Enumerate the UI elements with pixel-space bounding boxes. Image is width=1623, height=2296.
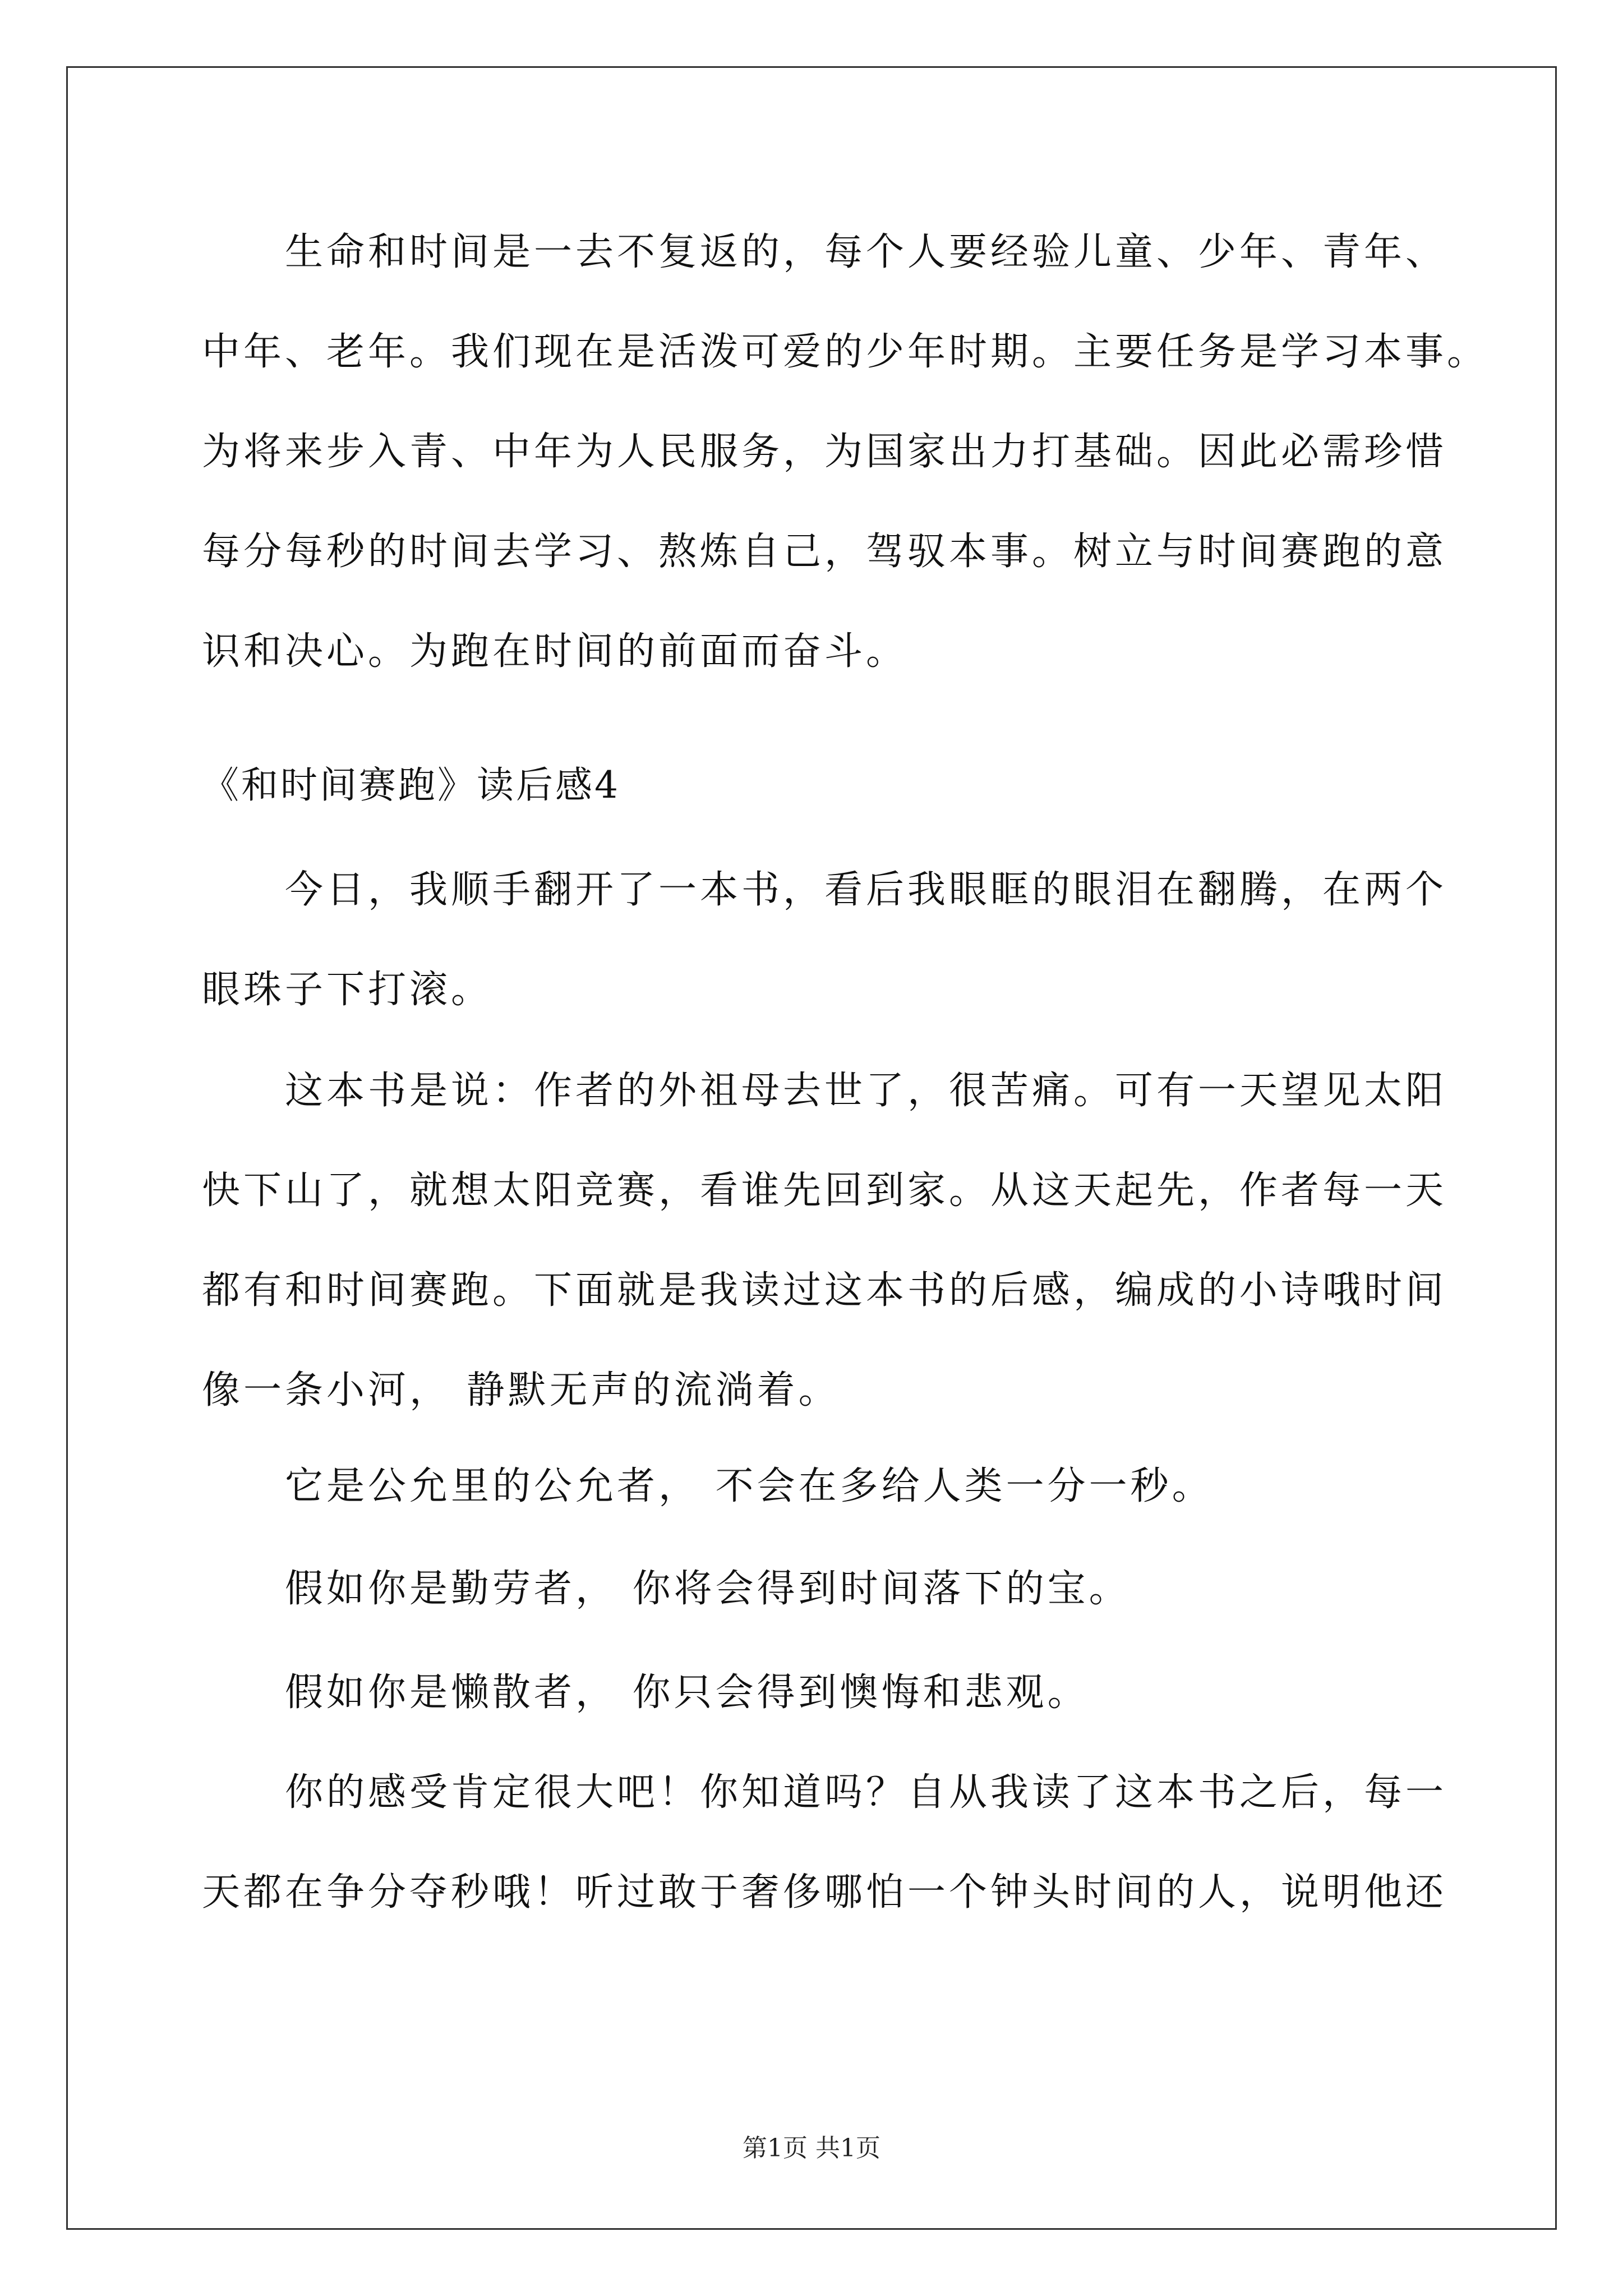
text-line: 今日，我顺手翻开了一本书，看后我眼眶的眼泪在翻腾，在两个 xyxy=(285,868,1447,912)
text-line: 假如你是懒散者， 你只会得到懊悔和悲观。 xyxy=(285,1671,1089,1715)
text-line: 都有和时间赛跑。下面就是我读过这本书的后感，编成的小诗哦时间 xyxy=(202,1268,1447,1313)
text-line: 假如你是勤劳者， 你将会得到时间落下的宝。 xyxy=(285,1567,1131,1611)
text-line: 天都在争分夺秒哦！听过敢于奢侈哪怕一个钟头时间的人，说明他还 xyxy=(202,1870,1447,1915)
text-line: 识和决心。为跑在时间的前面而奋斗。 xyxy=(202,629,908,674)
text-line: 像一条小河， 静默无声的流淌着。 xyxy=(202,1368,840,1412)
text-line: 中年、老年。我们现在是活泼可爱的少年时期。主要任务是学习本事。 xyxy=(202,330,1489,374)
section-heading: 《和时间赛跑》读后感4 xyxy=(202,763,620,807)
text-line: 快下山了，就想太阳竞赛，看谁先回到家。从这天起先，作者每一天 xyxy=(202,1168,1447,1213)
page-footer: 第1页 共1页 xyxy=(743,2134,880,2162)
text-line: 眼珠子下打滚。 xyxy=(202,968,493,1012)
text-line: 为将来步入青、中年为人民服务，为国家出力打基础。因此必需珍惜 xyxy=(202,430,1447,474)
text-line: 它是公允里的公允者， 不会在多给人类一分一秒。 xyxy=(285,1464,1214,1508)
text-line: 每分每秒的时间去学习、熬炼自己，驾驭本事。树立与时间赛跑的意 xyxy=(202,530,1447,574)
text-line: 你的感受肯定很大吧！你知道吗？自从我读了这本书之后，每一 xyxy=(285,1770,1447,1815)
text-line: 这本书是说：作者的外祖母去世了，很苦痛。可有一天望见太阳 xyxy=(285,1069,1447,1113)
text-line: 生命和时间是一去不复返的，每个人要经验儿童、少年、青年、 xyxy=(285,230,1447,274)
